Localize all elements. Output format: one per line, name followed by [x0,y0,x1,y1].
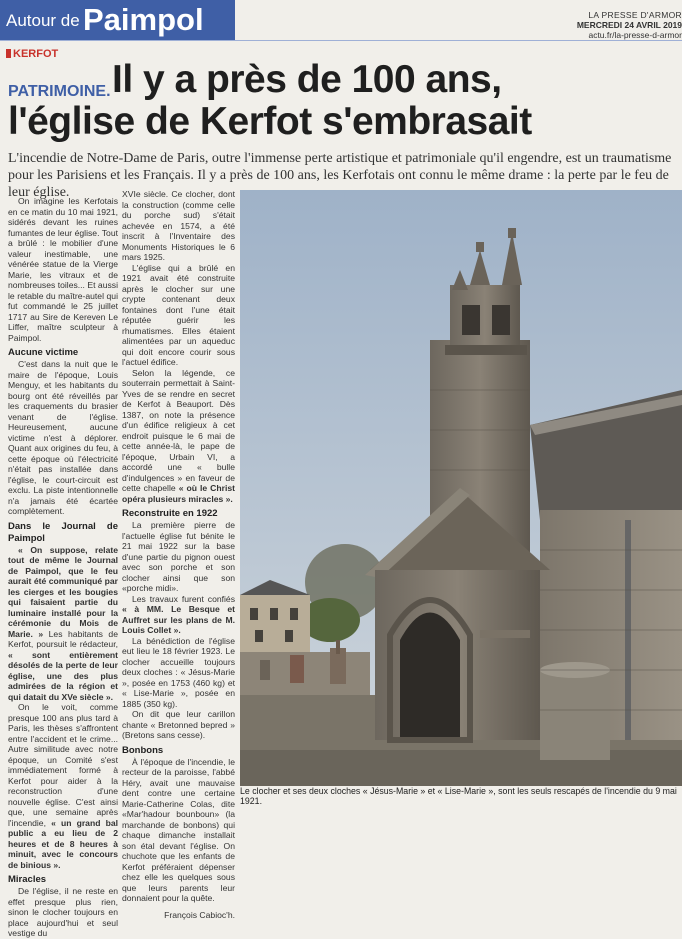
lead-paragraph: L'incendie de Notre-Dame de Paris, outre l'immense perte artistique et patrimoniale qu'il engendre, est un traumatisme pour les Parisiens et les Français. Il y a près de 100 ans, les Kerfotais ont connu le même drame : la perte par le feu de leur église. [8,151,672,200]
article-column-1 [8,196,118,939]
subheading: Bonbons [122,744,164,756]
quote: « où le Christ opéra plusieurs miracles ». [122,483,236,504]
subheading: Aucune victime [8,347,79,358]
paragraph: À l'époque de l'incendie, le recteur de la paroisse, l'abbé Héry, avait une mauvaise dent contre une certaine Marie-Catherine Colas, dite «Mar'hadour bounboun» (la marchande de bonbons) qui chaque dimanche installait son étal devant l'église. On chuchote que les enfants de Kerfot préféraient dépenser chez elle les quelques sous que leurs parents leur donnaient pour la quête. [122,756,235,903]
paragraph: De l'église, il ne reste en effet presque plus rien, sinon le clocher toujours en place aujourd'hui et seul vestige du [8,886,118,938]
subheading: Dans le Journal de Paimpol [8,520,118,544]
paragraph: XVIe siècle. Ce clocher, dont la construction (comme celle du porche sud) s'était achevée en 1574, a été inscrit à l'Inventaire des Monuments Historiques le 6 mars 1925. [122,189,235,262]
quote: « à MM. Le Besque et Auffret sur les plans de M. Louis Collet ». [122,604,235,635]
paragraph [8,702,118,870]
author-signature: François Cabioc'h. [164,909,235,920]
quote: « sont entièrement désolés de la perte de leur église, une des plus admirées de la région et qui datait du XVe siècle ». [8,649,118,702]
text: On le voit, comme presque 100 ans plus tard à Paris, les thèses s'affrontent entre l'accident et le crime... Autre similitude avec notre époque, un Comité s'est immédiatement formé à Kerfot pour aider à la reconstruction d'une nouvelle église. C'est ainsi que, une semaine après l'incendie, [8,702,118,828]
church-photo [240,190,682,786]
section-label-small: Autour de [6,11,80,30]
paragraph: La bénédiction de l'église eut lieu le 18 février 1923. Le clocher accueille toujours deux cloches : « Jésus-Marie », posée en 1753 (460 kg) et « Lise-Marie », posée en 1885 (350 kg). [122,635,235,709]
paragraph [122,594,235,636]
church-illustration [240,190,682,786]
kicker: PATRIMOINE. [8,83,111,100]
section-label-town: Paimpol [83,2,204,37]
paragraph: La première pierre de l'actuelle église fut bénite le 21 mai 1922 sur la base d'une partie du pignon ouest avec son porche et son clocher ainsi que son «porche midi». [122,520,235,593]
quote: « un grand bal public a eu lieu de 2 heures et de 8 heures à minuit, avec le concours de binious ». [8,817,118,870]
quote: « On suppose, relate tout de même le Journal de Paimpol, que le feu aurait été communiqué par les cierges et les bougies qui faisaient partie du luminaire installé pour la cérémonie du Mois de Marie. » [8,544,118,639]
paragraph [8,545,118,703]
rubric-marker [6,49,11,58]
paragraph: L'église qui a brûlé en 1921 avait été construite après le clocher sur une crypte contenant deux fontaines dont l'une était réputée guérir les rhumatismes. Elles étaient alimentées par un aqueduc qui doit encore courir sous l'actuel édifice. [122,262,235,367]
publication-name: LA PRESSE D'ARMOR [588,10,682,20]
text: Les habitants de Kerfot, poursuit le rédacteur, [8,628,118,649]
subheading: Reconstruite en 1922 [122,508,218,519]
header-rule [0,40,682,41]
publication-url: actu.fr/la-presse-d-armor [588,30,682,40]
text: Les travaux furent confiés [132,593,235,604]
rubric [6,48,58,60]
photo-caption: Le clocher et ses deux cloches « Jésus-Marie » et « Lise-Marie », sont les seuls rescapés de l'incendie du 9 mai 1921. [240,786,677,806]
rubric-label: KERFOT [13,48,59,60]
subheading: Miracles [8,874,47,885]
paragraph: C'est dans la nuit que le maire de l'époque, Louis Menguy, et les habitants du bourg ont été réveillés par les craquements du brasier venant de l'église. Heureusement, aucune victime n'est à déplorer. Quant aux origines du feu, à cette époque où l'électricité n'était pas installée dans l'église, le court-circuit est exclu. La piste intentionnelle n'a jamais été écartée complètement. [8,359,118,516]
headline-line-1: Il y a près de 100 ans, [112,58,502,101]
headline-line-2: l'église de Kerfot s'embrasait [8,100,532,143]
publication-date: MERCREDI 24 AVRIL 2019 [576,20,682,30]
text: Selon la légende, ce souterrain permettait à Saint-Yves de se rendre en secret de Kerfot à Beauport. Dès 1387, on note la présence d'un édifice religieux à cet endroit puisque le 6 mai de cette année-là, le pape de l'époque, Urbain VI, a accordé une « bulle d'indulgences » en faveur de cette chapelle [122,367,235,493]
paragraph: On dit que leur carillon chante « Bretonned bepred » (Bretons sans cesse). [122,709,235,740]
article-column-2 [122,189,235,920]
publication-info [542,10,682,40]
paragraph [122,368,235,505]
paragraph: On imagine les Kerfotais en ce matin du 10 mai 1921, sidérés devant les ruines fumantes de leur église. Tout a brûlé : le mobilier d'une valeur inestimable, une vénérée statue de la Vierge Marie, les vitraux et de nombreuses toiles... Et aussi le retable du maître-autel qui fut commandé le 25 juillet 1717 au Sire de Kereven Le Liffer, maître sculpteur à Paimpol. [8,196,118,343]
